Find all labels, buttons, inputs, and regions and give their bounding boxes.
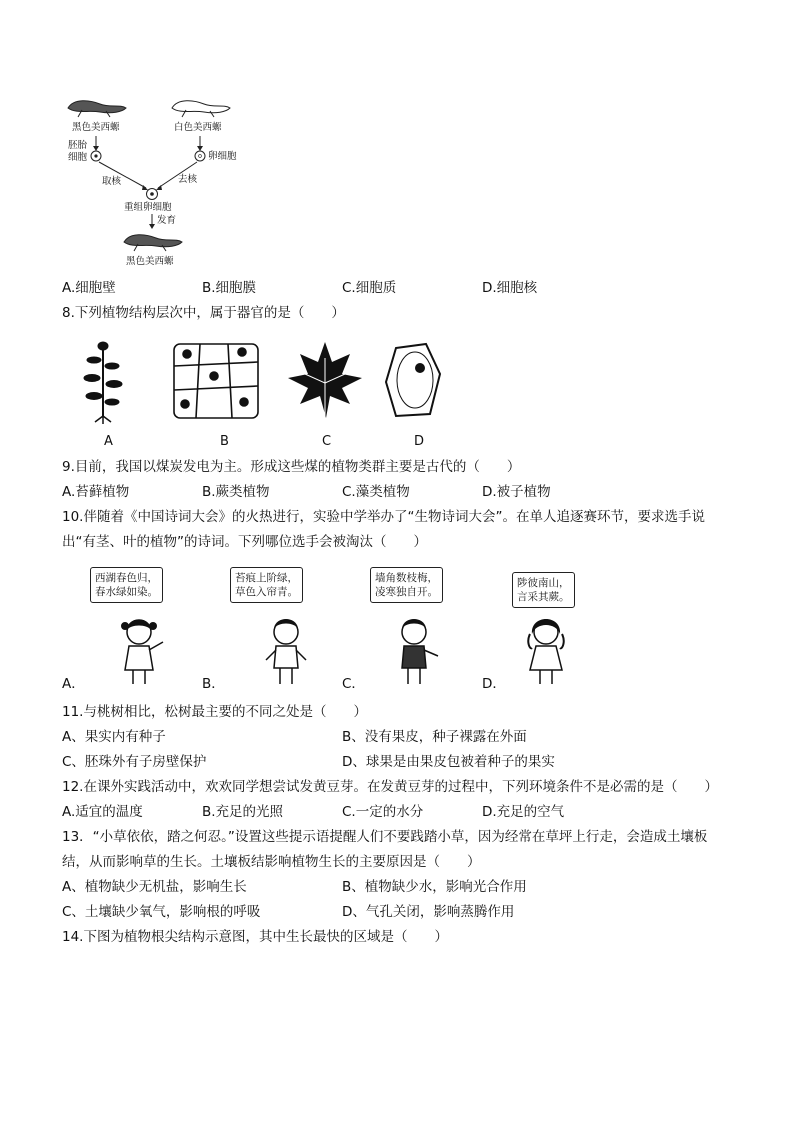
q7-option-c[interactable]: C.细胞质 (342, 280, 397, 296)
q10-bubble-c-line1: 墙角数枝梅， (375, 572, 438, 584)
q11-option-a[interactable]: A、果实内有种子 (62, 729, 166, 745)
remove-nucleus-label: 去核 (178, 174, 198, 185)
q9-option-d[interactable]: D.被子植物 (482, 484, 551, 500)
q8-figures (70, 338, 450, 458)
q7-option-a[interactable]: A.细胞壁 (62, 280, 116, 296)
white-axolotl-label: 白色美西螈 (174, 122, 222, 133)
girl-icon (117, 612, 177, 687)
q14-text: 14.下图为植物根尖结构示意图，其中生长最快的区域是（ ） (62, 929, 448, 945)
q10-bubble-d-line2: 言采其蕨。 (517, 591, 570, 603)
q10-bubble-a-line2: 春水绿如染。 (95, 586, 158, 598)
recombined-cell-label: 重组卵细胞 (124, 202, 172, 213)
q13-text-line2: 结，从而影响草的生长。土壤板结影响植物生长的主要原因是（ ） (62, 854, 481, 870)
boy-icon (264, 612, 324, 687)
q13-text-line1: 13．“小草依依，踏之何忍。”设置这些提示语提醒人们不要践踏小草，因为经常在草坪上行走，会造成土壤板 (62, 829, 708, 845)
q10-contestant-a[interactable] (62, 562, 182, 692)
q10-text-line2: 出“有茎、叶的植物”的诗词。下列哪位选手会被淘汰（ ） (62, 534, 427, 550)
q8-text: 8.下列植物结构层次中，属于器官的是（ ） (62, 305, 345, 321)
q10-bubble-d-line1: 陟彼南山， (517, 577, 570, 589)
q10-bubble-a-line1: 西湖春色归， (95, 572, 158, 584)
q11-option-b[interactable]: B、没有果皮，种子裸露在外面 (342, 729, 527, 745)
boy-icon-2 (392, 612, 452, 687)
take-nucleus-label: 取核 (102, 176, 122, 187)
q12-option-d[interactable]: D.充足的空气 (482, 804, 565, 820)
q9-option-a[interactable]: A.苔藓植物 (62, 484, 130, 500)
result-axolotl-label: 黑色美西螈 (126, 256, 174, 267)
embryo-cell-label-2: 细胞 (68, 152, 88, 163)
q10-text-line1: 10.伴随着《中国诗词大会》的火热进行，实验中学举办了“生物诗词大会”。在单人追逐赛环节，要求选手说 (62, 509, 705, 525)
black-axolotl-icon (68, 101, 126, 117)
q9-text: 9.目前，我国以煤炭发电为主。形成这些煤的植物类群主要是古代的（ ） (62, 459, 521, 475)
q9-option-c[interactable]: C.藻类植物 (342, 484, 410, 500)
q10-label-b: B． (202, 676, 225, 692)
q10-label-d: D． (482, 676, 506, 692)
q10-bubble-c-line2: 凌寒独自开。 (375, 586, 438, 598)
q11-option-c[interactable]: C、胚珠外有子房壁保护 (62, 754, 207, 770)
q13-option-c[interactable]: C、土壤缺少氧气，影响根的呼吸 (62, 904, 261, 920)
q9-option-b[interactable]: B.蕨类植物 (202, 484, 270, 500)
girl-icon-2 (524, 612, 584, 687)
q7-diagram-lines (60, 90, 260, 275)
egg-cell-label: 卵细胞 (208, 151, 237, 162)
q10-label-a: A． (62, 676, 85, 692)
q7-option-b[interactable]: B.细胞膜 (202, 280, 257, 296)
q12-option-a[interactable]: A.适宜的温度 (62, 804, 143, 820)
q13-option-d[interactable]: D、气孔关闭，影响蒸腾作用 (342, 904, 515, 920)
q11-option-d[interactable]: D、球果是由果皮包被着种子的果实 (342, 754, 555, 770)
white-axolotl-icon (172, 101, 230, 117)
q12-option-c[interactable]: C.一定的水分 (342, 804, 424, 820)
q10-contestant-d[interactable] (482, 562, 602, 692)
q8-label-c: C (322, 434, 332, 449)
q8-label-b: B (220, 434, 229, 449)
q10-bubble-b-line2: 草色入帘青。 (235, 586, 298, 598)
plant-cell-icon (386, 344, 440, 416)
q8-label-d: D (414, 434, 425, 449)
q10-label-c: C． (342, 676, 365, 692)
q10-bubble-a (90, 567, 163, 603)
q8-label-a: A (104, 434, 113, 449)
leaf-icon (288, 342, 362, 418)
q12-text: 12.在课外实践活动中，欢欢同学想尝试发黄豆芽。在发黄豆芽的过程中，下列环境条件不是必需的是（ ） (62, 779, 718, 795)
q10-bubble-b-line1: 苔痕上阶绿， (235, 572, 298, 584)
q12-option-b[interactable]: B.充足的光照 (202, 804, 284, 820)
q10-contestant-b[interactable] (202, 562, 322, 692)
tissue-cells-icon (174, 344, 258, 418)
q7-diagram (60, 90, 260, 275)
q10-bubble-d (512, 572, 575, 608)
embryo-cell-label: 胚胎 (68, 140, 88, 151)
q11-text: 11.与桃树相比，松树最主要的不同之处是（ ） (62, 704, 367, 720)
q7-option-d[interactable]: D.细胞核 (482, 280, 538, 296)
q10-bubble-b (230, 567, 303, 603)
black-axolotl-label: 黑色美西螈 (72, 122, 120, 133)
develop-label: 发育 (157, 215, 177, 226)
q10-bubble-c (370, 567, 443, 603)
whole-plant-icon (84, 342, 122, 424)
q10-contestant-c[interactable] (342, 562, 462, 692)
q13-option-b[interactable]: B、植物缺少水，影响光合作用 (342, 879, 527, 895)
q13-option-a[interactable]: A、植物缺少无机盐，影响生长 (62, 879, 247, 895)
result-axolotl-icon (124, 235, 182, 251)
